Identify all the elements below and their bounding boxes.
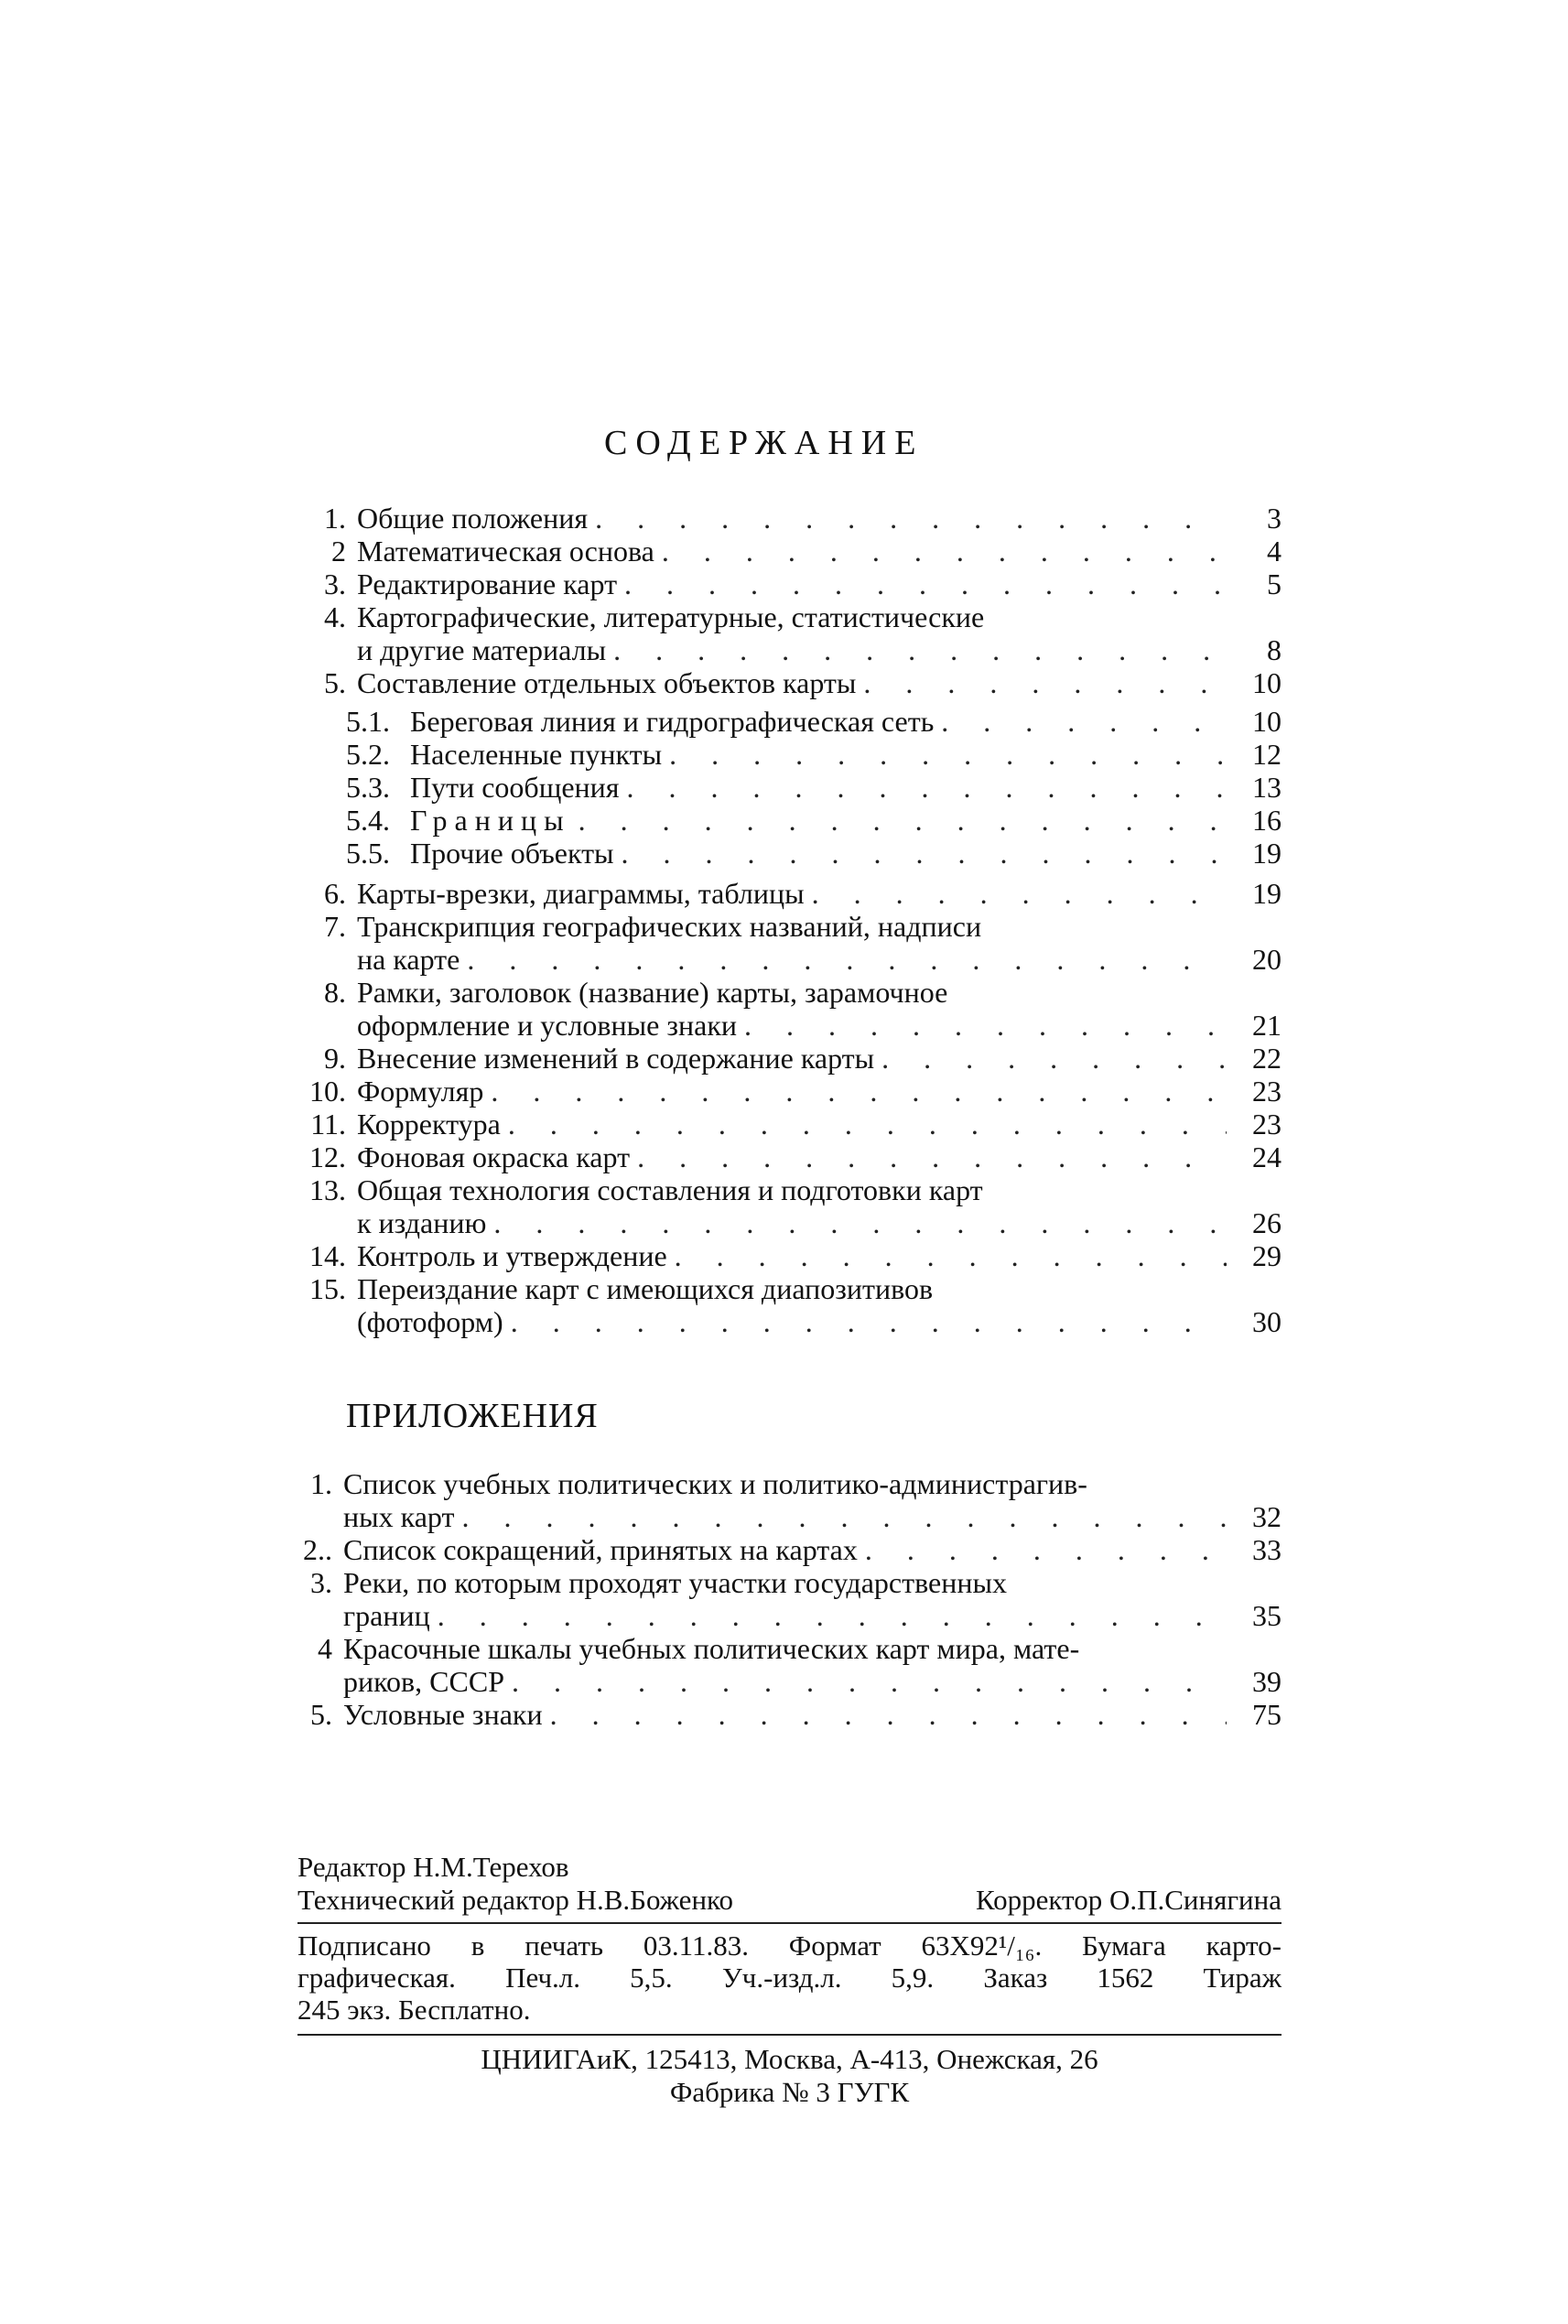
toc-subitem: 5.2. Населенные пункты . . . 12	[293, 738, 1281, 771]
divider	[297, 1922, 1281, 1924]
toc-item: 11. Корректура . . . 23	[293, 1108, 1281, 1140]
appendix-item: 3. Реки, по которым проходят участки государственных	[310, 1566, 1007, 1599]
signed-line-3: 245 экз. Бесплатно.	[297, 1994, 531, 2026]
appendix-item-continued: риков, СССР . . . 39	[279, 1665, 1281, 1698]
toc-subitem: 5.4. Границы . . . 16	[293, 804, 1281, 837]
appendix-item: 5. Условные знаки . . . 75	[279, 1698, 1281, 1731]
toc-item: 2 Математическая основа . . . 4	[293, 535, 1281, 567]
appendix-item: 4 Красочные шкалы учебных политических карт мира, мате-	[318, 1632, 1080, 1665]
toc-item: 5. Составление отдельных объектов карты . . . 10	[293, 666, 1281, 699]
toc-item: 8. Рамки, заголовок (название) карты, зарамочное	[324, 976, 948, 1009]
appendix-item: 1. Список учебных политических и политико-администрагив-	[310, 1467, 1087, 1500]
appendices-list	[279, 1467, 1281, 1731]
toc-item-continued: (фотоформ) . . . 30	[293, 1305, 1281, 1338]
appendices-title: ПРИЛОЖЕНИЯ	[346, 1397, 599, 1435]
toc-subitem: 5.1. Береговая линия и гидрографическая сеть . . . 10	[293, 705, 1281, 738]
publisher-line: ЦНИИГАиК, 125413, Москва, А-413, Онежская, 26	[481, 2043, 1098, 2075]
divider	[297, 2034, 1281, 2036]
toc-item: 12. Фоновая окраска карт . . . 24	[293, 1140, 1281, 1173]
toc-item-continued: и другие материалы . . . 8	[293, 633, 1281, 666]
editor-line: Редактор Н.М.Терехов	[297, 1851, 569, 1883]
tech-editor: Технический редактор Н.В.Боженко	[297, 1884, 734, 1916]
appendix-item-continued: ных карт . . . 32	[279, 1500, 1281, 1533]
corrector: Корректор О.П.Синягина	[976, 1884, 1281, 1916]
toc-item-continued: оформление и условные знаки . . . 21	[293, 1009, 1281, 1042]
appendix-item: 2.. Список сокращений, принятых на картах . . . 33	[279, 1533, 1281, 1566]
toc-item: 14. Контроль и утверждение . . . 29	[293, 1239, 1281, 1272]
signed-line-2: графическая. Печ.л. 5,5. Уч.-изд.л. 5,9. Заказ 1562 Тираж	[297, 1962, 1281, 1994]
signed-line-1: Подписано в печать 03.11.83. Формат 63X92¹/₁₆. Бумага карто-	[297, 1929, 1281, 1962]
toc-item: 1. Общие положения . . . 3	[293, 502, 1281, 535]
toc-subitem: 5.5. Прочие объекты . . . 19	[293, 837, 1281, 870]
toc-item: 7. Транскрипция географических названий, надписи	[324, 910, 982, 943]
toc-item: 6. Карты-врезки, диаграммы, таблицы . . . 19	[293, 877, 1281, 910]
toc-subitem: 5.3. Пути сообщения . . . 13	[293, 771, 1281, 804]
factory-line: Фабрика № 3 ГУГК	[669, 2076, 910, 2108]
tech-editor-line	[297, 1884, 1281, 1916]
toc-item-continued: к изданию . . . 26	[293, 1206, 1281, 1239]
appendix-item-continued: границ . . . 35	[279, 1599, 1281, 1632]
contents-title: СОДЕРЖАНИЕ	[604, 424, 925, 462]
toc-item: 15. Переиздание карт с имеющихся диапозитивов	[309, 1272, 934, 1305]
table-of-contents	[293, 502, 1281, 1338]
toc-item: 3. Редактирование карт . . . 5	[293, 567, 1281, 600]
toc-item: 13. Общая технология составления и подготовки карт	[309, 1173, 983, 1206]
toc-item: 10. Формуляр . . . 23	[293, 1075, 1281, 1108]
toc-item: 9. Внесение изменений в содержание карты . . . 22	[293, 1042, 1281, 1075]
toc-item-continued: на карте . . . 20	[293, 943, 1281, 976]
toc-item: 4. Картографические, литературные, статистические	[324, 600, 985, 633]
